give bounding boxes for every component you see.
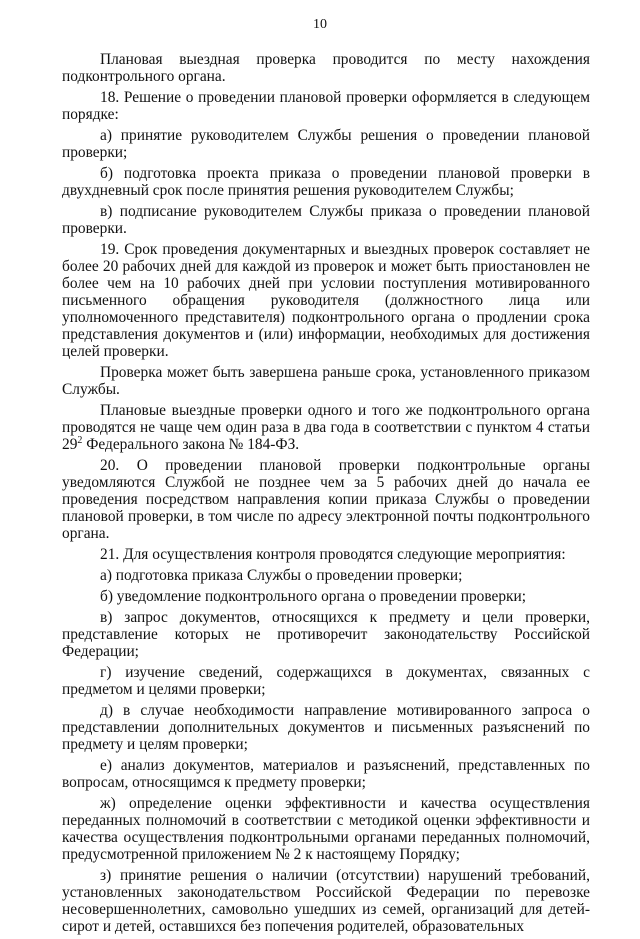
paragraph: в) запрос документов, относящихся к предмету и цели проверки, представление которых не противоречит законодательству Российской Федерации;: [62, 609, 590, 660]
paragraph: Проверка может быть завершена раньше срока, установленного приказом Службы.: [62, 364, 590, 398]
superscript: 2: [77, 434, 83, 446]
paragraph: 21. Для осуществления контроля проводятся следующие мероприятия:: [100, 546, 566, 563]
paragraph: а) принятие руководителем Службы решения о проведении плановой проверки;: [62, 127, 590, 161]
paragraph: в) подписание руководителем Службы приказа о проведении плановой проверки.: [62, 203, 590, 237]
paragraph: 18. Решение о проведении плановой проверки оформляется в следующем порядке:: [62, 89, 590, 123]
paragraph-text-tail: Федерального закона № 184-ФЗ.: [82, 436, 300, 453]
paragraph: 20. О проведении плановой проверки подконтрольные органы уведомляются Службой не позднее чем за 5 рабочих дней до начала ее проведения посредством направления копии приказа Службы о проведении плановой проверки, в том числе по адресу электронной почты подконтрольного органа.: [62, 457, 590, 542]
paragraph: а) подготовка приказа Службы о проведении проверки;: [100, 567, 463, 584]
paragraph: г) изучение сведений, содержащихся в документах, связанных с предметом и целями проверки;: [62, 664, 590, 698]
paragraph: д) в случае необходимости направление мотивированного запроса о представлении дополнительных документов и письменных разъяснений по предмету и целям проверки;: [62, 702, 590, 753]
paragraph: [62, 402, 590, 453]
paragraph: Плановая выездная проверка проводится по месту нахождения подконтрольного органа.: [62, 51, 590, 85]
paragraph: з) принятие решения о наличии (отсутствии) нарушений требований, установленных законодательством Российской Федерации по перевозке несовершеннолетних, самовольно ушедших из семей, организаций для детей-сирот и детей, оставшихся без попечения родителей, образовательных: [62, 867, 590, 935]
paragraph: е) анализ документов, материалов и разъяснений, представленных по вопросам, относящимся к предмету проверки;: [62, 757, 590, 791]
paragraph: 19. Срок проведения документарных и выездных проверок составляет не более 20 рабочих дней для каждой из проверок и может быть приостановлен не более чем на 10 рабочих дней при условии поступления мотивированного письменного обращения руководителя (должностного лица или уполномоченного представителя) подконтрольного органа о продлении срока представления документов и (или) информации, необходимых для достижения целей проверки.: [62, 241, 590, 360]
paragraph: ж) определение оценки эффективности и качества осуществления переданных полномочий в соответствии с методикой оценки эффективности и качества осуществления подконтрольными органами переданных полномочий, предусмотренной приложением № 2 к настоящему Порядку;: [62, 795, 590, 863]
page-number: 10: [313, 17, 327, 32]
paragraph: б) подготовка проекта приказа о проведении плановой проверки в двухдневный срок после принятия решения руководителем Службы;: [62, 165, 590, 199]
document-body: [62, 51, 590, 939]
paragraph-text: Плановые выездные проверки одного и того же подконтрольного органа проводятся не чаще чем один раза в два года в соответствии с пунктом 4 статьи 29: [62, 402, 590, 453]
paragraph: б) уведомление подконтрольного органа о проведении проверки;: [100, 588, 527, 605]
